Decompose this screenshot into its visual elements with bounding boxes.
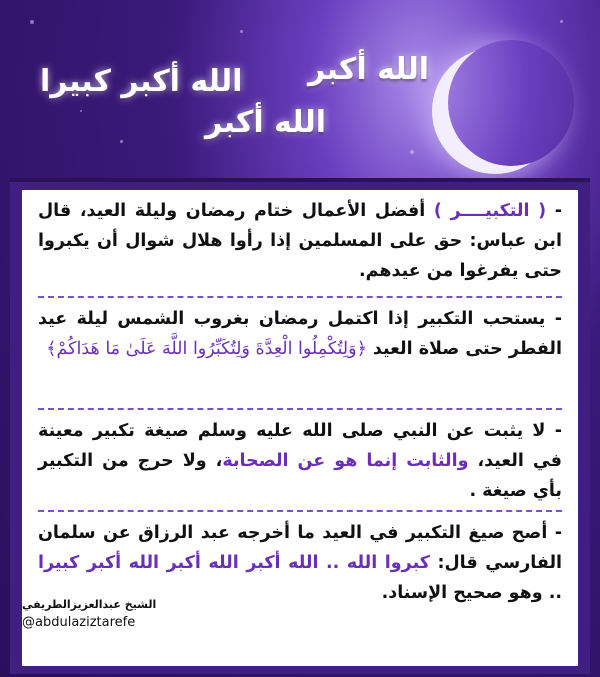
highlight-text: كبروا الله .. الله أكبر الله أكبر الله أكبر كبيرا (38, 553, 430, 573)
paragraph-text: .. وهو صحيح الإسناد. (381, 583, 562, 603)
sparkle-decoration (240, 30, 243, 33)
sparkle-decoration (120, 140, 123, 143)
quran-verse: ﴿وَلِتُكْمِلُوا الْعِدَّةَ وَلِتُكَبِّرُوا اللَّهَ عَلَىٰ مَا هَدَاكُمْ﴾ (46, 339, 367, 359)
signature (22, 598, 156, 630)
paragraph-text: ، ولا حرج من التكبير بأي صيغة . (38, 451, 562, 501)
dashed-divider (38, 408, 562, 410)
paragraph-text: - (546, 201, 562, 221)
paragraph-takbir-wording (38, 416, 562, 506)
dashed-divider (38, 296, 562, 298)
crescent-moon-icon (448, 40, 574, 166)
highlight-text: والثابت إنما هو عن الصحابة (222, 451, 469, 471)
paragraph-text: - يستحب التكبير إذا اكتمل رمضان بغروب الشمس ليلة عيد الفطر حتى صلاة العيد (38, 309, 562, 359)
sparkle-decoration (560, 20, 563, 23)
paragraph-takbir-best-deeds (38, 196, 562, 286)
takbir-heading: الله أكبر (205, 105, 327, 140)
paragraph-takbir-timing (38, 304, 562, 364)
author-name: الشيخ عبدالعزيزالطريفي (22, 598, 157, 611)
paragraph-text: - لا يثبت عن النبي صلى الله عليه وسلم صيغة تكبير معينة في العيد، (38, 421, 562, 471)
highlight-text: ( التكبيــــر ) (433, 201, 547, 221)
paragraph-authentic-takbir (38, 518, 562, 608)
sparkle-decoration (30, 20, 34, 24)
header-banner (0, 0, 600, 168)
sparkle-decoration (80, 110, 82, 112)
content-card (22, 190, 578, 666)
takbir-heading: الله أكبر (308, 52, 430, 87)
author-handle: @abdulaziztarefe (22, 615, 136, 630)
paragraph-text: أفضل الأعمال ختام رمضان وليلة العيد، قال ابن عباس: حق على المسلمين إذا رأوا هلال شوال أن يكبروا حتى يفرغوا من عيدهم. (38, 201, 562, 281)
sparkle-decoration (410, 150, 414, 154)
paragraph-text: - أصح صيغ التكبير في العيد ما أخرجه عبد الرزاق عن سلمان الفارسي قال: (38, 523, 563, 573)
takbir-heading: الله أكبر كبيرا (40, 64, 243, 99)
dashed-divider (38, 510, 562, 512)
